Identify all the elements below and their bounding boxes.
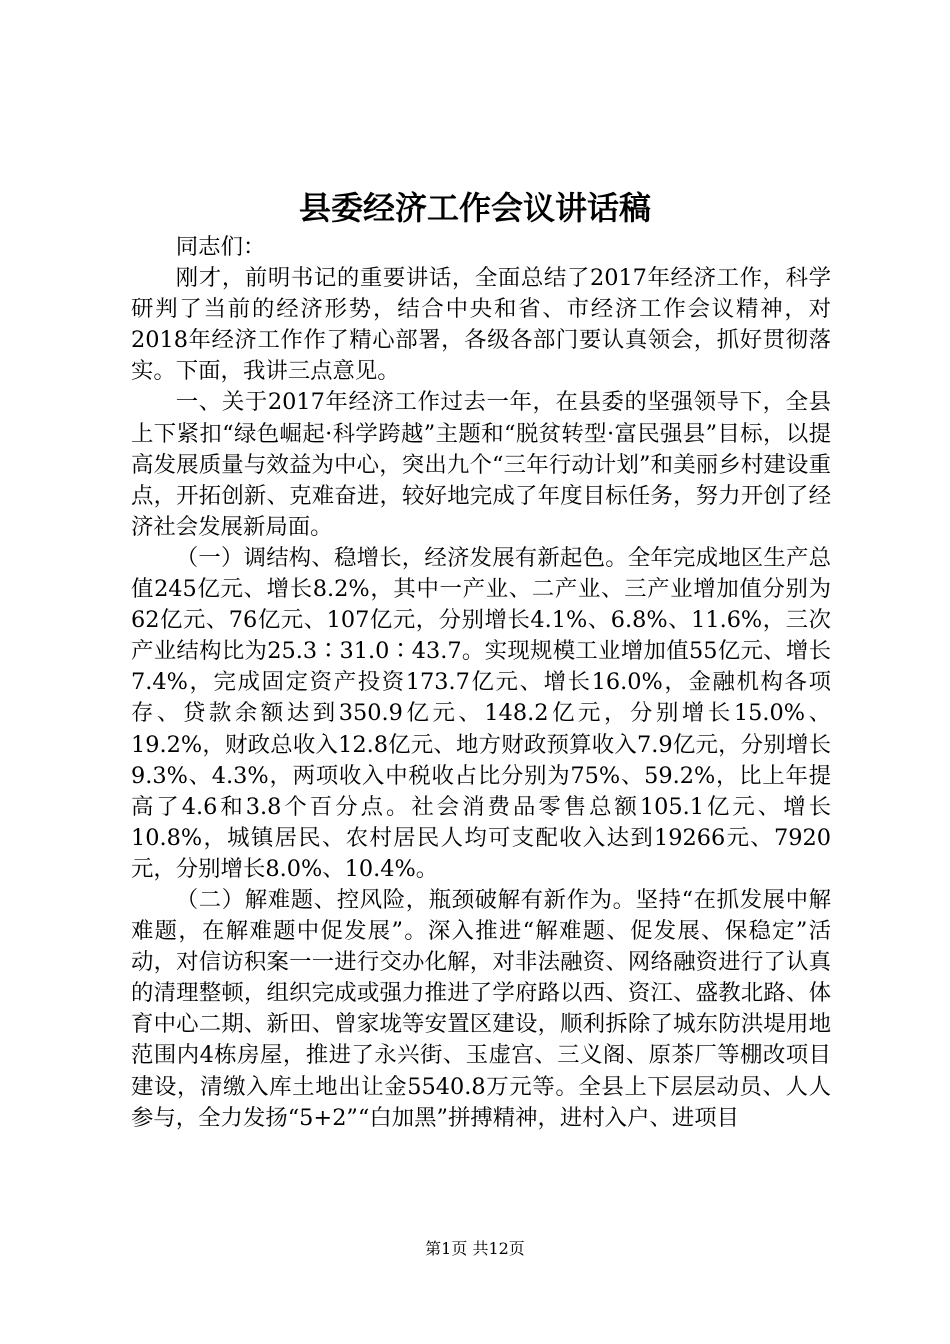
paragraph-section-one: 一、关于2017年经济工作过去一年，在县委的坚强领导下，全县上下紧扣“绿色崛起·科学跨越”主题和“脱贫转型·富民强县”目标，以提高发展质量与效益为中心，突出九个“三年行动计划”和美丽乡村建设重点，开拓创新、克难奋进，较好地完成了年度目标任务，努力开创了经济社会发展新局面。 — [131, 389, 831, 540]
document-body — [131, 232, 831, 1134]
paragraph-intro: 刚才，前明书记的重要讲话，全面总结了2017年经济工作，科学研判了当前的经济形势，结合中央和省、市经济工作会议精神，对2018年经济工作作了精心部署，各级各部门要认真领会，抓好贯彻落实。下面，我讲三点意见。 — [131, 265, 831, 385]
document-title: 县委经济工作会议讲话稿 — [298, 189, 651, 227]
page-number-footer: 第1页 共12页 — [425, 1239, 525, 1258]
paragraph-bottleneck: （二）解难题、控风险，瓶颈破解有新作为。坚持“在抓发展中解难题，在解难题中促发展”。深入推进“解难题、促发展、保稳定”活动，对信访积案一一进行交办化解，对非法融资、网络融资进行了认真的清理整顿，组织完成或强力推进了学府路以西、资江、盛教北路、体育中心二期、新田、曾家垅等安置区建设，顺利拆除了城东防洪堤用地范围内4栋房屋，推进了永兴街、玉虚宫、三义阁、原茶厂等棚改项目建设，清缴入库土地出让金5540.8万元等。全县上下层层动员、人人参与，全力发扬“5+2”“白加黑”拼搏精神，进村入户、进项目 — [131, 886, 831, 1131]
greeting: 同志们： — [175, 234, 266, 260]
paragraph-economy: （一）调结构、稳增长，经济发展有新起色。全年完成地区生产总值245亿元、增长8.2%，其中一产业、二产业、三产业增加值分别为62亿元、76亿元、107亿元，分别增长4.1%、6.8%、11.6%，三次产业结构比为25.3∶31.0∶43.7。实现规模工业增加值55亿元、增长7.4%，完成固定资产投资173.7亿元、增长16.0%，金融机构各项存、贷款余额达到350.9亿元、148.2亿元，分别增长15.0%、19.2%，财政总收入12.8亿元、地方财政预算收入7.9亿元，分别增长9.3%、4.3%，两项收入中税收占比分别为75%、59.2%，比上年提高了4.6和3.8个百分点。社会消费品零售总额105.1亿元、增长10.8%，城镇居民、农村居民人均可支配收入达到19266元、7920元，分别增长8.0%、10.4%。 — [131, 544, 831, 882]
